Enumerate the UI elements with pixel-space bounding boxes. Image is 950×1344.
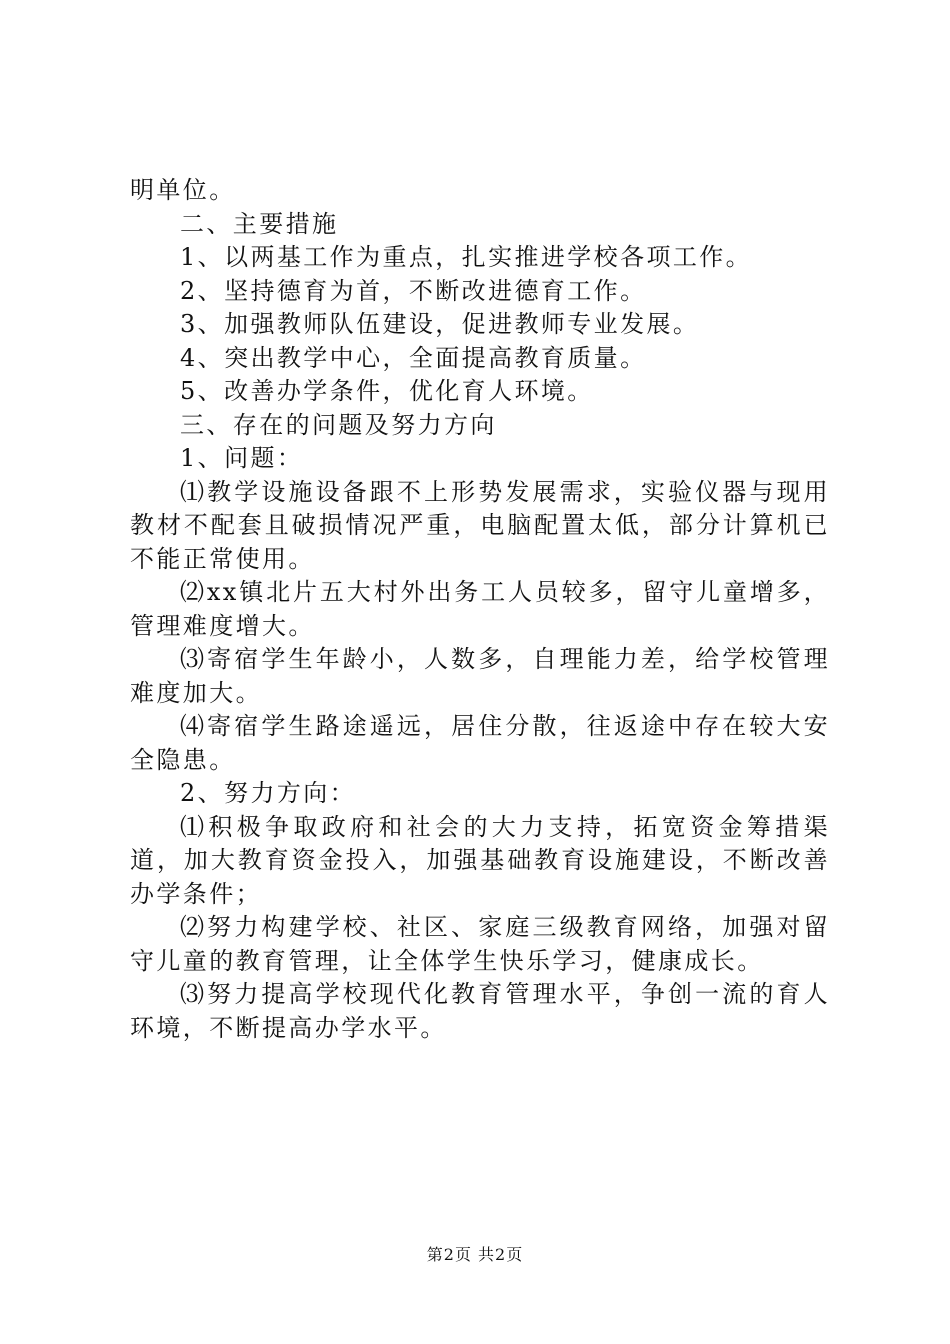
problem-item-3: ⑶寄宿学生年龄小，人数多，自理能力差，给学校管理难度加大。: [130, 645, 830, 707]
subheading-problems: 1、问题：: [180, 444, 304, 472]
document-body: [130, 174, 830, 1045]
direction-item-3: ⑶努力提高学校现代化教育管理水平，争创一流的育人环境，不断提高办学水平。: [130, 980, 830, 1042]
subheading-directions: 2、努力方向：: [180, 779, 357, 807]
problem-item-1: ⑴教学设施设备跟不上形势发展需求，实验仪器与现用教材不配套且破损情况严重，电脑配置太低，部分计算机已不能正常使用。: [130, 477, 830, 573]
measure-item-5: 5、改善办学条件，优化育人环境。: [180, 377, 594, 405]
measure-item-1: 1、以两基工作为重点，扎实推进学校各项工作。: [180, 243, 753, 271]
direction-item-2: ⑵努力构建学校、社区、家庭三级教育网络，加强对留守儿童的教育管理，让全体学生快乐学习，健康成长。: [130, 913, 830, 975]
section-heading-main-measures: 二、主要措施: [180, 209, 339, 238]
page-footer: 第2页 共2页: [426, 1245, 524, 1264]
measure-item-4: 4、突出教学中心，全面提高教育质量。: [180, 343, 647, 372]
problem-item-4: ⑷寄宿学生路途遥远，居住分散，往返途中存在较大安全隐患。: [130, 712, 830, 774]
direction-item-1: ⑴积极争取政府和社会的大力支持，拓宽资金筹措渠道，加大教育资金投入，加强基础教育设施建设，不断改善办学条件；: [130, 812, 830, 908]
measure-item-2: 2、坚持德育为首，不断改进德育工作。: [180, 276, 647, 305]
paragraph-continuation: 明单位。: [130, 176, 236, 204]
measure-item-3: 3、加强教师队伍建设，促进教师专业发展。: [180, 310, 700, 338]
problem-item-2: ⑵xx镇北片五大村外出务工人员较多，留守儿童增多，管理难度增大。: [130, 578, 830, 640]
section-heading-problems: 三、存在的问题及努力方向: [180, 410, 497, 439]
